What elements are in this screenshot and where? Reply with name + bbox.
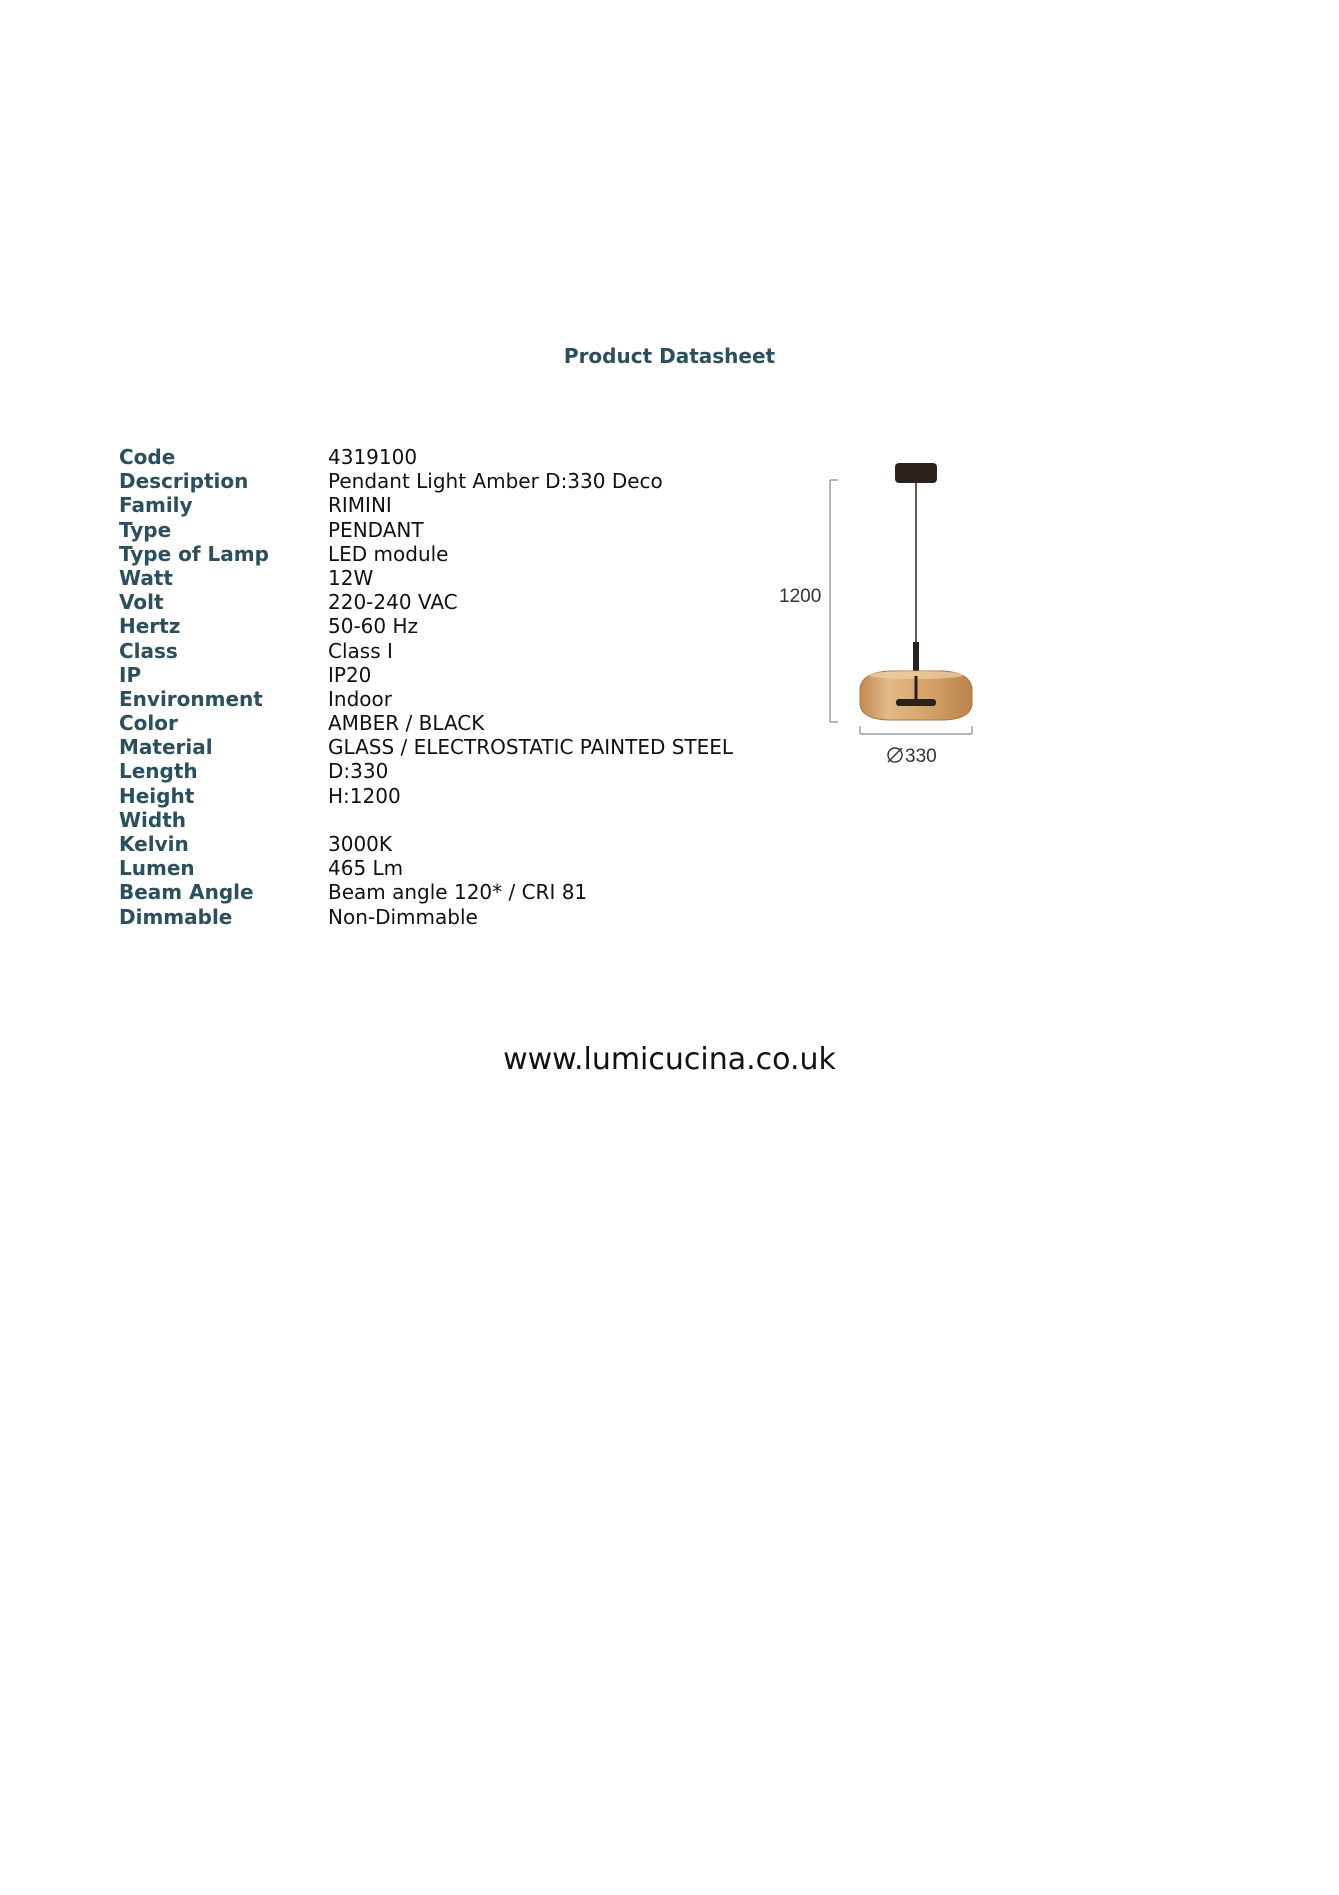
height-dimension-line — [830, 480, 838, 722]
spec-label: Type — [119, 517, 172, 542]
spec-label: IP — [119, 662, 142, 687]
spec-row — [119, 469, 733, 493]
spec-row — [119, 687, 733, 711]
spec-row — [119, 590, 733, 614]
amber-glass-shade — [860, 671, 972, 720]
spec-row — [119, 493, 733, 517]
spec-value: 4319100 — [328, 445, 418, 469]
height-label: 1200 — [779, 586, 822, 607]
spec-label: Width — [119, 807, 187, 832]
spec-value: PENDANT — [328, 517, 424, 542]
spec-value: AMBER / BLACK — [328, 711, 485, 736]
spec-value: Beam angle 120* / CRI 81 — [328, 880, 588, 905]
spec-label: Hertz — [119, 614, 181, 639]
spec-label: Description — [119, 469, 249, 494]
spec-row — [119, 880, 733, 904]
spec-value: 3000K — [328, 832, 393, 856]
spec-row — [119, 784, 733, 808]
spec-row — [119, 639, 733, 663]
spec-value: 220-240 VAC — [328, 590, 458, 615]
spec-label: Lumen — [119, 856, 195, 881]
spec-row — [119, 566, 733, 590]
spec-value: D:330 — [328, 759, 389, 784]
spec-label: Length — [119, 759, 198, 784]
spec-row — [119, 808, 733, 832]
diameter-label: 330 — [905, 746, 937, 767]
spec-value: 50-60 Hz — [328, 614, 419, 639]
spec-label: Material — [119, 735, 213, 760]
spec-label: Height — [119, 783, 195, 808]
spec-row — [119, 445, 733, 469]
spec-label: Family — [119, 493, 193, 518]
diameter-symbol-icon — [888, 748, 902, 762]
spec-label: Watt — [119, 565, 173, 590]
spec-row — [119, 905, 733, 929]
spec-value: Non-Dimmable — [328, 904, 478, 929]
spec-row — [119, 614, 733, 638]
spec-row — [119, 542, 733, 566]
spec-label: Kelvin — [119, 832, 189, 856]
spec-label: Type of Lamp — [119, 541, 269, 566]
spec-value: Class I — [328, 638, 393, 663]
spec-row — [119, 832, 733, 856]
spec-row — [119, 663, 733, 687]
spec-label: Color — [119, 711, 178, 736]
spec-row — [119, 856, 733, 880]
spec-label: Beam Angle — [119, 880, 254, 905]
spec-row — [119, 735, 733, 759]
spec-value: LED module — [328, 541, 449, 566]
spec-row — [119, 759, 733, 783]
spec-label: Class — [119, 638, 178, 663]
spec-value: RIMINI — [328, 493, 392, 518]
ceiling-canopy — [895, 463, 937, 483]
spec-row — [119, 518, 733, 542]
spec-value: Pendant Light Amber D:330 Deco — [328, 469, 663, 494]
page-title: Product Datasheet — [563, 344, 776, 368]
spec-row — [119, 711, 733, 735]
spec-table — [119, 445, 733, 929]
spec-value: 465 Lm — [328, 856, 404, 881]
diameter-dimension-line — [860, 726, 972, 734]
spec-label: Environment — [119, 686, 263, 711]
website-url: www.lumicucina.co.uk — [503, 1042, 836, 1077]
spec-label: Code — [119, 445, 176, 469]
product-diagram — [770, 455, 990, 775]
spec-value: H:1200 — [328, 783, 401, 808]
spec-value: GLASS / ELECTROSTATIC PAINTED STEEL — [328, 735, 734, 760]
spec-value: 12W — [328, 565, 374, 590]
spec-value: Indoor — [328, 686, 392, 711]
spec-label: Dimmable — [119, 904, 233, 929]
spec-value: IP20 — [328, 662, 372, 687]
spec-label: Volt — [119, 590, 164, 615]
